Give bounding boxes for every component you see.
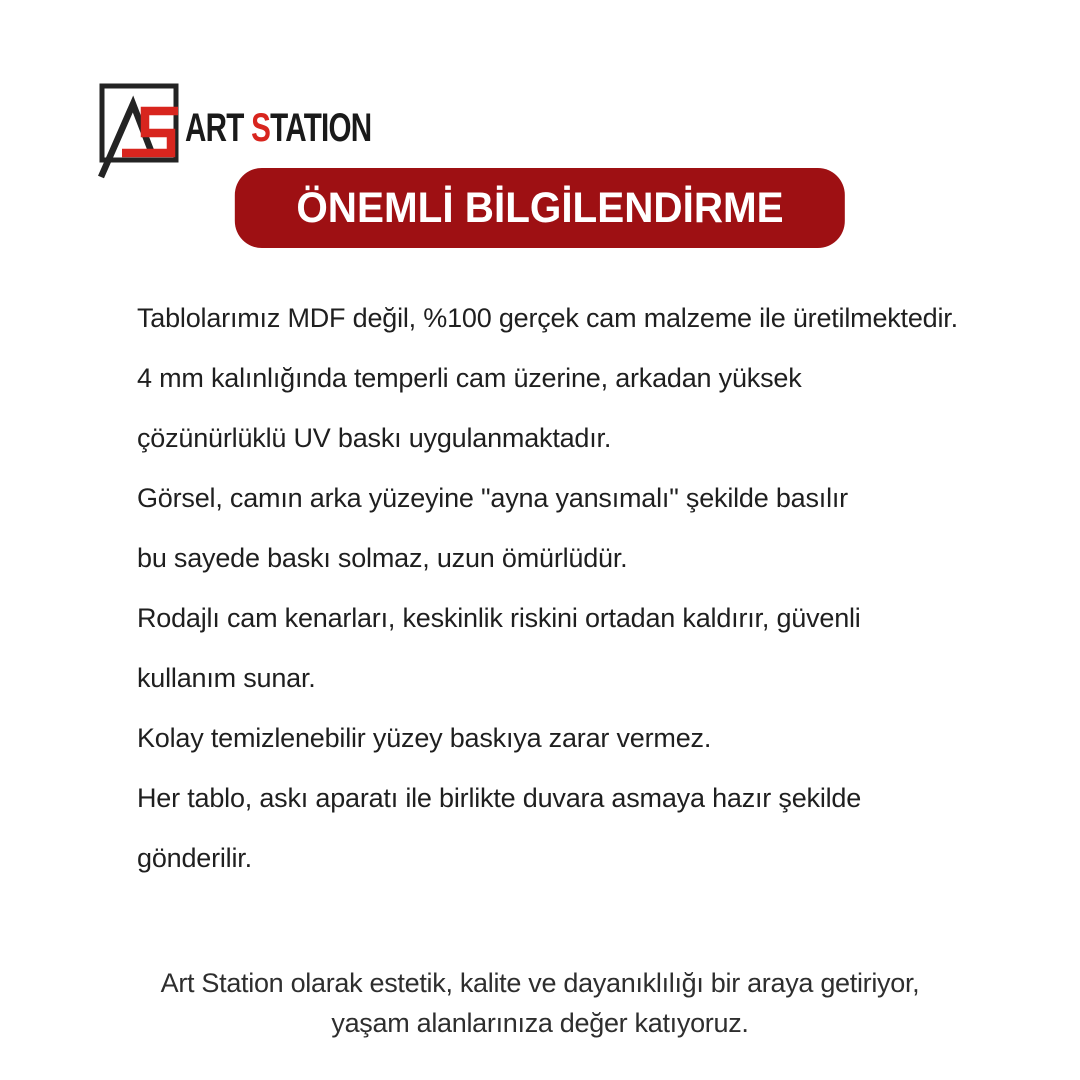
bullet-item xyxy=(108,468,1048,588)
footer-tagline xyxy=(0,963,1080,1043)
bullet-item xyxy=(108,588,1048,708)
bullet-item xyxy=(108,768,1048,888)
footer-line-1: Art Station olarak estetik, kalite ve dayanıklılığı bir araya getiriyor, xyxy=(160,968,920,998)
bullet-line: Kolay temizlenebilir yüzey baskıya zarar vermez. xyxy=(137,723,712,753)
bullet-line: çözünürlüklü UV baskı uygulanmaktadır. xyxy=(137,423,612,453)
banner-title: ÖNEMLİ BİLGİLENDİRME xyxy=(296,183,784,232)
info-bullet-list xyxy=(108,288,1048,888)
as-logo-icon xyxy=(96,82,190,180)
bullet-line: Tablolarımız MDF değil, %100 gerçek cam malzeme ile üretilmektedir. xyxy=(137,303,958,333)
bullet-line: kullanım sunar. xyxy=(137,663,316,693)
brand-text-s: S xyxy=(251,106,271,150)
bullet-line: 4 mm kalınlığında temperli cam üzerine, arkadan yüksek xyxy=(137,363,802,393)
brand-text-tation: TATION xyxy=(270,106,372,150)
bullet-line: bu sayede baskı solmaz, uzun ömürlüdür. xyxy=(137,543,628,573)
bullet-line: Rodajlı cam kenarları, keskinlik riskini ortadan kaldırır, güvenli xyxy=(137,603,861,633)
important-info-banner xyxy=(235,168,845,248)
bullet-item xyxy=(108,288,1048,348)
bullet-line: Görsel, camın arka yüzeyine "ayna yansımalı" şekilde basılır xyxy=(137,483,848,513)
brand-text-art: ART xyxy=(185,106,252,150)
bullet-line: Her tablo, askı aparatı ile birlikte duvara asmaya hazır şekilde xyxy=(137,783,862,813)
bullet-item xyxy=(108,708,1048,768)
brand-wordmark xyxy=(185,106,371,151)
bullet-item xyxy=(108,348,1048,468)
footer-line-2: yaşam alanlarınıza değer katıyoruz. xyxy=(331,1008,749,1038)
bullet-line: gönderilir. xyxy=(137,843,252,873)
